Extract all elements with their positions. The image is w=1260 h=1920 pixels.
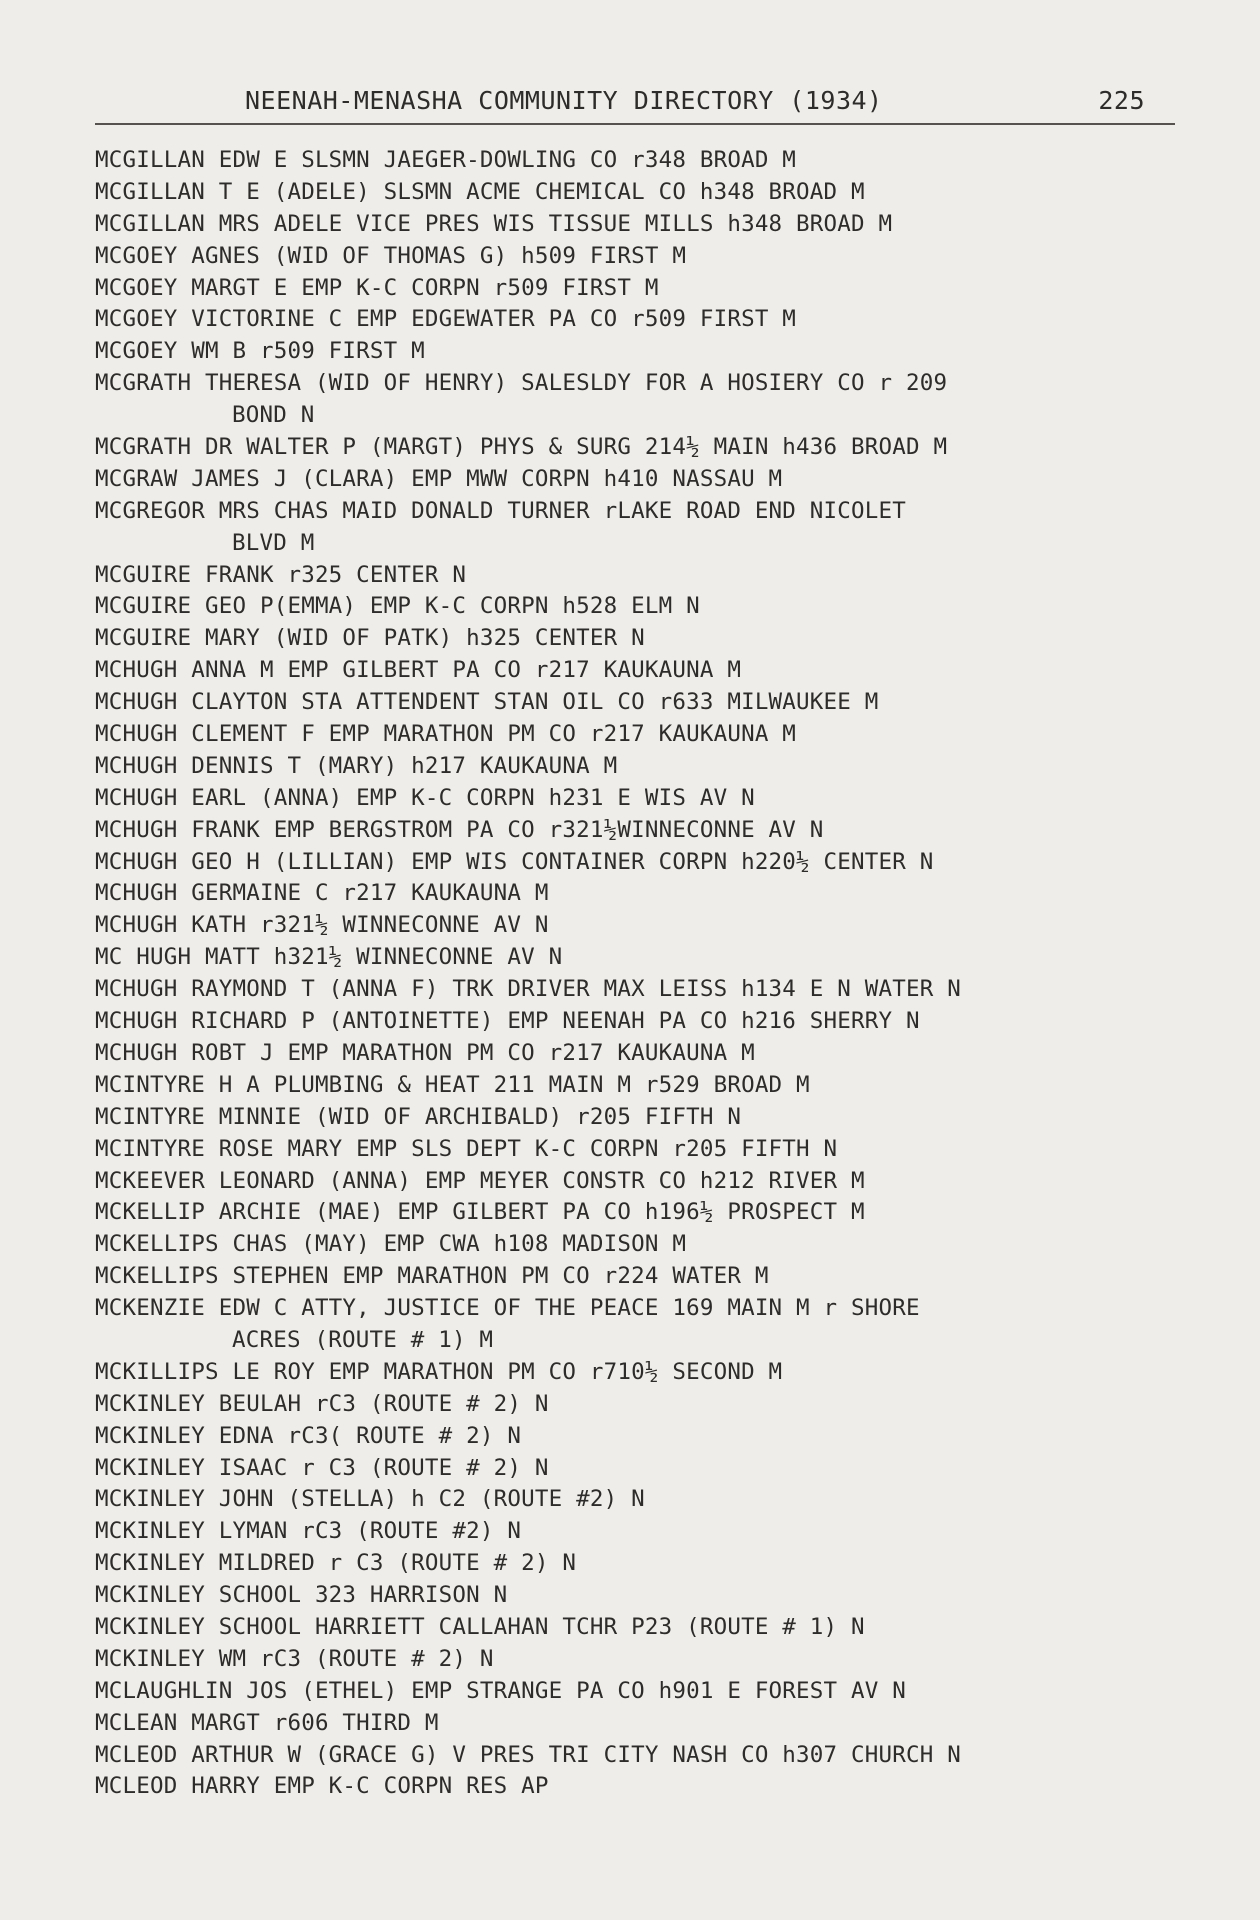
directory-entry: MCHUGH EARL (ANNA) EMP K-C CORPN h231 E WIS AV N — [95, 784, 755, 811]
directory-entry: MCLEOD HARRY EMP K-C CORPN RES AP — [95, 1773, 549, 1800]
directory-entry: MCKINLEY ISAAC r C3 (ROUTE # 2) N — [95, 1454, 549, 1481]
directory-entry: MCINTYRE H A PLUMBING & HEAT 211 MAIN M r529 BROAD M — [95, 1071, 810, 1098]
directory-entry: MCLAUGHLIN JOS (ETHEL) EMP STRANGE PA CO h901 E FOREST AV N — [95, 1677, 907, 1704]
directory-entry: MCHUGH DENNIS T (MARY) h217 KAUKAUNA M — [95, 752, 618, 779]
directory-entry: MC HUGH MATT h321½ WINNECONNE AV N — [95, 944, 563, 971]
directory-entry: MCKINLEY SCHOOL HARRIETT CALLAHAN TCHR P23 (ROUTE # 1) N — [95, 1613, 865, 1640]
directory-entry: MCKELLIPS STEPHEN EMP MARATHON PM CO r224 WATER M — [95, 1263, 769, 1290]
directory-entry-continuation: ACRES (ROUTE # 1) M — [232, 1326, 494, 1353]
directory-entry: MCKINLEY BEULAH rC3 (ROUTE # 2) N — [95, 1390, 549, 1417]
directory-entry: MCKILLIPS LE ROY EMP MARATHON PM CO r710½ SECOND M — [95, 1358, 783, 1385]
directory-entry: MCHUGH RICHARD P (ANTOINETTE) EMP NEENAH PA CO h216 SHERRY N — [95, 1008, 920, 1035]
directory-entry: MCLEOD ARTHUR W (GRACE G) V PRES TRI CITY NASH CO h307 CHURCH N — [95, 1741, 962, 1768]
directory-entry: MCKELLIPS CHAS (MAY) EMP CWA h108 MADISON M — [95, 1231, 687, 1258]
directory-entry: MCHUGH GERMAINE C r217 KAUKAUNA M — [95, 880, 549, 907]
directory-entry: MCGILLAN MRS ADELE VICE PRES WIS TISSUE MILLS h348 BROAD M — [95, 210, 893, 237]
running-head — [95, 86, 1175, 118]
directory-entry: MCGOEY VICTORINE C EMP EDGEWATER PA CO r509 FIRST M — [95, 306, 797, 333]
page-number: 225 — [1098, 86, 1145, 115]
directory-entry: MCHUGH RAYMOND T (ANNA F) TRK DRIVER MAX LEISS h134 E N WATER N — [95, 976, 962, 1003]
directory-listing — [95, 145, 1220, 1803]
directory-entry: MCGILLAN EDW E SLSMN JAEGER-DOWLING CO r348 BROAD M — [95, 147, 797, 173]
directory-entry: MCHUGH ROBT J EMP MARATHON PM CO r217 KAUKAUNA M — [95, 1039, 755, 1066]
directory-entry: MCHUGH GEO H (LILLIAN) EMP WIS CONTAINER CORPN h220½ CENTER N — [95, 848, 934, 875]
directory-entry: MCGOEY MARGT E EMP K-C CORPN r509 FIRST M — [95, 274, 659, 301]
directory-entry: MCINTYRE MINNIE (WID OF ARCHIBALD) r205 FIFTH N — [95, 1103, 742, 1130]
directory-entry: MCGRATH DR WALTER P (MARGT) PHYS & SURG 214½ MAIN h436 BROAD M — [95, 434, 948, 461]
directory-entry: MCGILLAN T E (ADELE) SLSMN ACME CHEMICAL CO h348 BROAD M — [95, 178, 865, 205]
directory-entry: MCHUGH FRANK EMP BERGSTROM PA CO r321½WINNECONNE AV N — [95, 816, 824, 843]
directory-entry: MCKEEVER LEONARD (ANNA) EMP MEYER CONSTR CO h212 RIVER M — [95, 1167, 865, 1194]
directory-entry: MCKINLEY LYMAN rC3 (ROUTE #2) N — [95, 1518, 522, 1545]
directory-entry-continuation: BLVD M — [232, 529, 315, 556]
directory-entry: MCINTYRE ROSE MARY EMP SLS DEPT K-C CORPN r205 FIFTH N — [95, 1135, 838, 1162]
directory-entry: MCHUGH CLEMENT F EMP MARATHON PM CO r217 KAUKAUNA M — [95, 721, 797, 748]
directory-entry-continuation: BOND N — [232, 402, 315, 429]
directory-entry: MCGRAW JAMES J (CLARA) EMP MWW CORPN h410 NASSAU M — [95, 465, 783, 492]
directory-entry: MCGOEY WM B r509 FIRST M — [95, 338, 425, 365]
directory-entry: MCGOEY AGNES (WID OF THOMAS G) h509 FIRST M — [95, 242, 687, 269]
directory-entry: MCGUIRE FRANK r325 CENTER N — [95, 561, 467, 588]
directory-entry: MCGRATH THERESA (WID OF HENRY) SALESLDY FOR A HOSIERY CO r 209 — [95, 370, 948, 397]
directory-entry: MCLEAN MARGT r606 THIRD M — [95, 1709, 439, 1736]
running-title: NEENAH-MENASHA COMMUNITY DIRECTORY (1934) — [245, 86, 883, 115]
directory-entry: MCKINLEY WM rC3 (ROUTE # 2) N — [95, 1645, 494, 1672]
directory-entry: MCKINLEY JOHN (STELLA) h C2 (ROUTE #2) N — [95, 1486, 645, 1513]
directory-entry: MCGREGOR MRS CHAS MAID DONALD TURNER rLAKE ROAD END NICOLET — [95, 497, 907, 524]
directory-entry: MCKENZIE EDW C ATTY, JUSTICE OF THE PEACE 169 MAIN M r SHORE — [95, 1295, 920, 1322]
directory-entry: MCKINLEY MILDRED r C3 (ROUTE # 2) N — [95, 1550, 577, 1577]
header-rule — [95, 123, 1175, 125]
directory-entry: MCGUIRE MARY (WID OF PATK) h325 CENTER N — [95, 625, 645, 652]
directory-entry: MCGUIRE GEO P(EMMA) EMP K-C CORPN h528 ELM N — [95, 593, 700, 620]
directory-entry: MCHUGH KATH r321½ WINNECONNE AV N — [95, 912, 549, 939]
directory-entry: MCHUGH ANNA M EMP GILBERT PA CO r217 KAUKAUNA M — [95, 657, 742, 684]
directory-entry: MCKINLEY SCHOOL 323 HARRISON N — [95, 1582, 508, 1609]
directory-entry: MCKELLIP ARCHIE (MAE) EMP GILBERT PA CO h196½ PROSPECT M — [95, 1199, 865, 1226]
directory-entry: MCKINLEY EDNA rC3( ROUTE # 2) N — [95, 1422, 522, 1449]
directory-entry: MCHUGH CLAYTON STA ATTENDENT STAN OIL CO r633 MILWAUKEE M — [95, 689, 879, 716]
